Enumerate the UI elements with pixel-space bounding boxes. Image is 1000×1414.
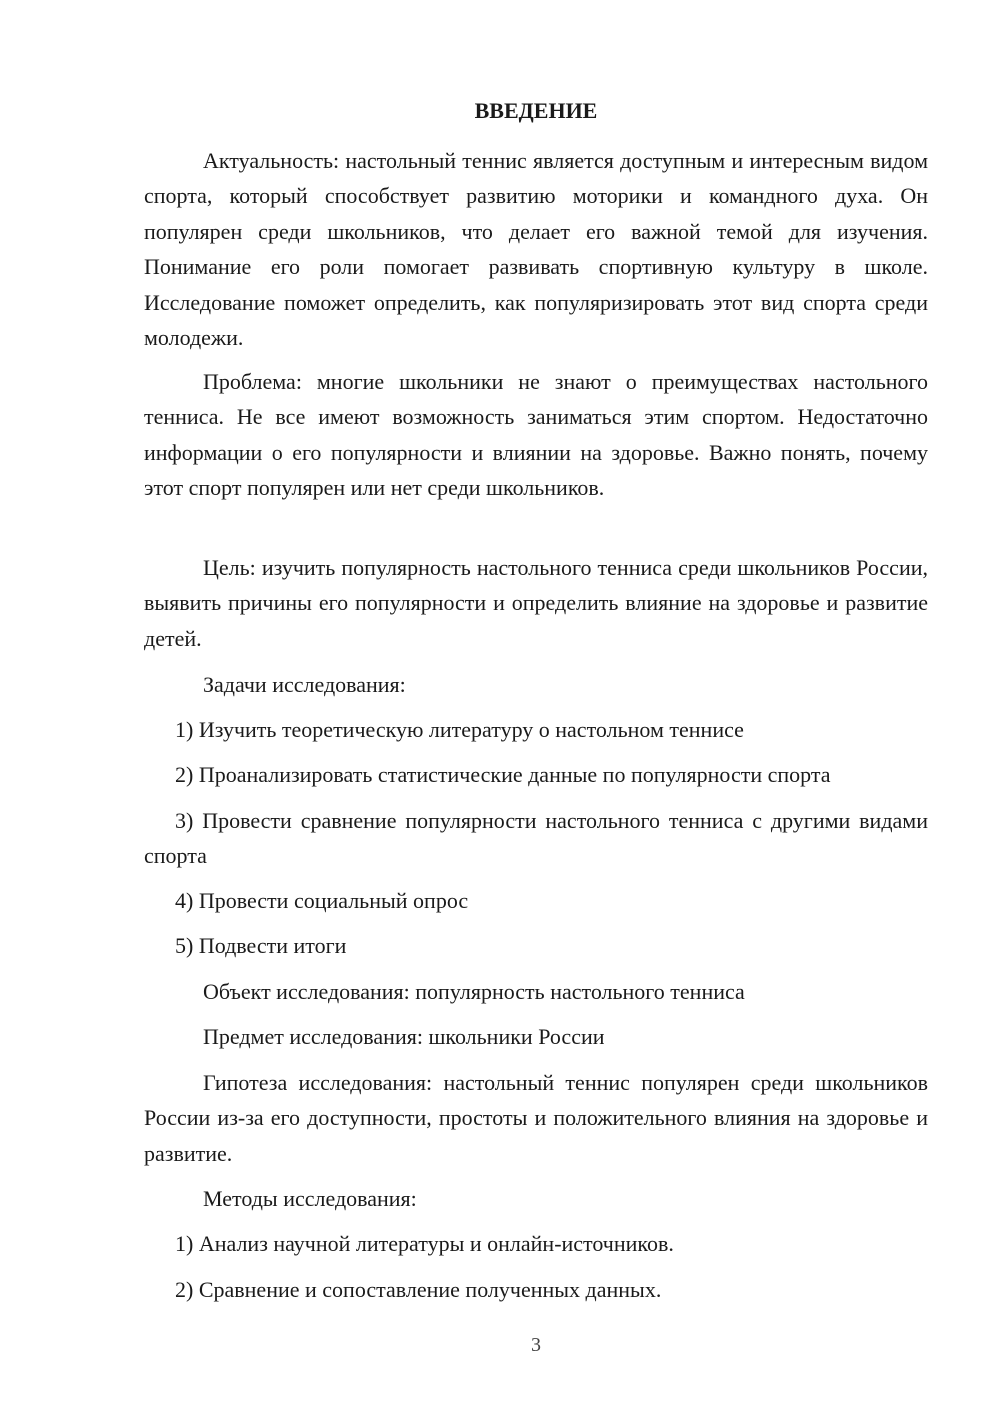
task-item-4: 4) Провести социальный опрос — [175, 888, 469, 913]
page-number: 3 — [531, 1334, 541, 1356]
task-item-1: 1) Изучить теоретическую литературу о настольном теннисе — [175, 717, 744, 742]
research-subject: Предмет исследования: школьники России — [203, 1024, 605, 1049]
method-item-2: 2) Сравнение и сопоставление полученных данных. — [175, 1277, 662, 1302]
problem-paragraph: Проблема: многие школьники не знают о преимуществах настольного тенниса. Не все имеют возможность заниматься этим спортом. Недостаточно информации о его популярности и влиянии на здоровье. Важно понять, почему этот спорт популярен или нет среди школьников. — [144, 369, 928, 501]
hypothesis-paragraph: Гипотеза исследования: настольный теннис популярен среди школьников России из-за его доступности, простоты и положительного влияния на здоровье и развитие. — [144, 1070, 928, 1166]
task-item-3: 3) Провести сравнение популярности настольного тенниса с другими видами спорта — [144, 808, 928, 869]
section-heading: ВВЕДЕНИЕ — [474, 98, 598, 123]
research-object: Объект исследования: популярность настольного тенниса — [203, 979, 745, 1004]
tasks-label: Задачи исследования: — [203, 672, 406, 697]
task-item-2: 2) Проанализировать статистические данные по популярности спорта — [175, 762, 831, 787]
document-page — [144, 0, 928, 1414]
relevance-paragraph: Актуальность: настольный теннис является доступным и интересным видом спорта, который способствует развитию моторики и командного духа. Он популярен среди школьников, что делает его важной темой для изучения. Понимание его роли помогает развивать спортивную культуру в школе. Исследование поможет определить, как популяризировать этот вид спорта среди молодежи. — [144, 148, 928, 351]
method-item-1: 1) Анализ научной литературы и онлайн-источников. — [175, 1231, 674, 1256]
task-item-5: 5) Подвести итоги — [175, 933, 347, 958]
methods-label: Методы исследования: — [203, 1186, 417, 1211]
goal-paragraph: Цель: изучить популярность настольного тенниса среди школьников России, выявить причины его популярности и определить влияние на здоровье и развитие детей. — [144, 555, 928, 651]
